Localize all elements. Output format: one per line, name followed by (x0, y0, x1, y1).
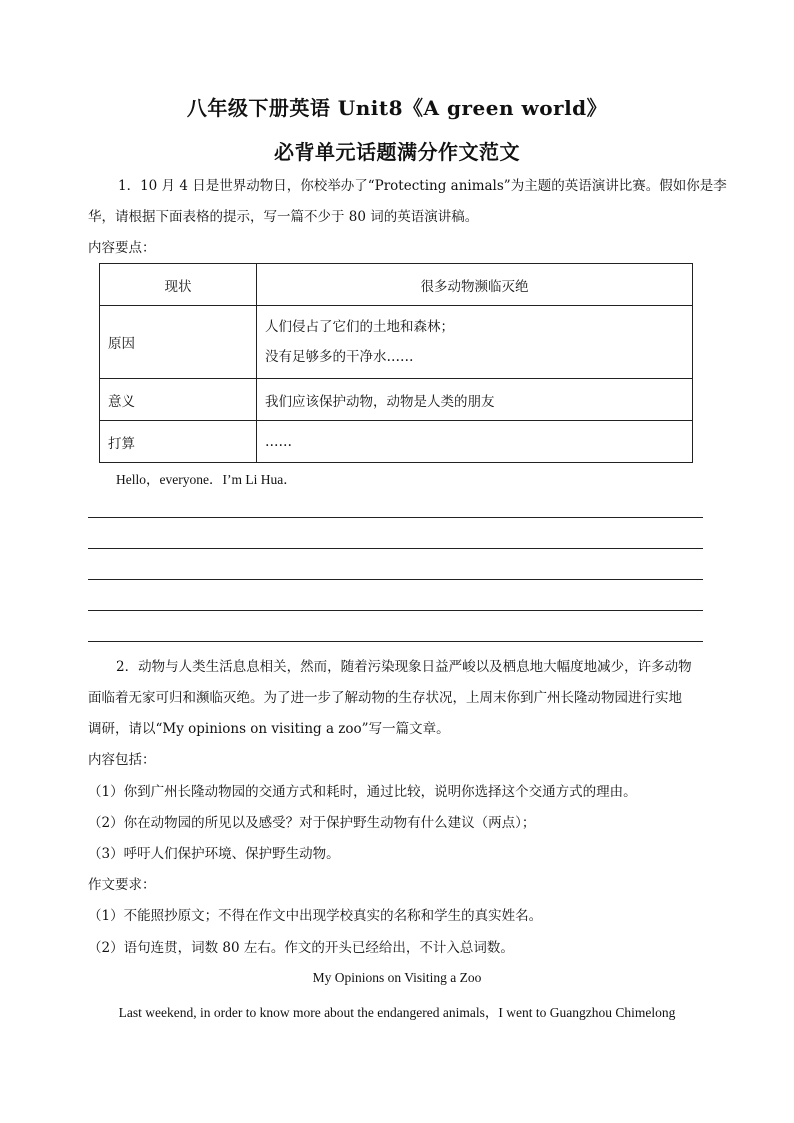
q2-content-item: （1）你到广州长隆动物园的交通方式和耗时，通过比较，说明你选择这个交通方式的理由。 (88, 784, 637, 800)
table-key-cell: 原因 (100, 306, 257, 379)
answer-line (88, 517, 703, 518)
q1-prompt-line2: 华，请根据下面表格的提示，写一篇不少于 80 词的英语演讲稿。 (88, 209, 479, 225)
q2-prompt-line1: 2．动物与人类生活息息相关，然而，随着污染现象日益严峻以及栖息地大幅度地减少，许多动物 (116, 659, 692, 675)
table-value-cell (257, 306, 693, 379)
page-subtitle: 必背单元话题满分作文范文 (274, 140, 520, 164)
table-value-cell: 我们应该保护动物，动物是人类的朋友 (257, 379, 693, 421)
answer-line (88, 579, 703, 580)
q2-requirements-label: 作文要求： (88, 877, 156, 893)
answer-line (88, 641, 703, 642)
q1-prompt-line1: 1．10 月 4 日是世界动物日，你校举办了“Protecting animals”为主题的英语演讲比赛。假如你是李 (118, 178, 727, 194)
table-value-line: 没有足够多的干净水…… (265, 349, 414, 365)
q2-prompt-line2: 面临着无家可归和濒临灭绝。为了进一步了解动物的生存状况，上周末你到广州长隆动物园进行实地 (88, 690, 682, 706)
q1-opening-sentence: Hello，everyone．I’m Li Hua． (116, 472, 297, 487)
q1-points-label: 内容要点： (88, 240, 156, 256)
table-row (100, 379, 693, 421)
answer-line (88, 548, 703, 549)
table-value-cell: 很多动物濒临灭绝 (257, 264, 693, 306)
table-value-cell: …… (257, 421, 693, 463)
q2-content-label: 内容包括： (88, 752, 156, 768)
table-row (100, 264, 693, 306)
q2-content-item: （2）你在动物园的所见以及感受？对于保护野生动物有什么建议（两点）； (88, 815, 536, 831)
table-row (100, 306, 693, 379)
table-key-cell: 打算 (100, 421, 257, 463)
page-title: 八年级下册英语 Unit8《A green world》 (186, 96, 608, 120)
q2-prompt-line3: 调研，请以“My opinions on visiting a zoo”写一篇文章。 (88, 721, 450, 737)
content-points-table (99, 263, 693, 463)
table-key-cell: 意义 (100, 379, 257, 421)
table-value-line: 人们侵占了它们的土地和森林； (265, 319, 454, 335)
q2-content-item: （3）呼吁人们保护环境、保护野生动物。 (88, 846, 340, 862)
answer-line (88, 610, 703, 611)
table-row (100, 421, 693, 463)
essay-opening-line: Last weekend, in order to know more about the endangered animals，I went to Guangzhou Chimelong (118, 1005, 676, 1020)
table-key-cell: 现状 (100, 264, 257, 306)
q2-requirement-item: （1）不能照抄原文；不得在作文中出现学校真实的名称和学生的真实姓名。 (88, 908, 543, 924)
q2-requirement-item: （2）语句连贯，词数 80 左右。作文的开头已经给出，不计入总词数。 (88, 940, 514, 956)
essay-title: My Opinions on Visiting a Zoo (312, 970, 482, 985)
